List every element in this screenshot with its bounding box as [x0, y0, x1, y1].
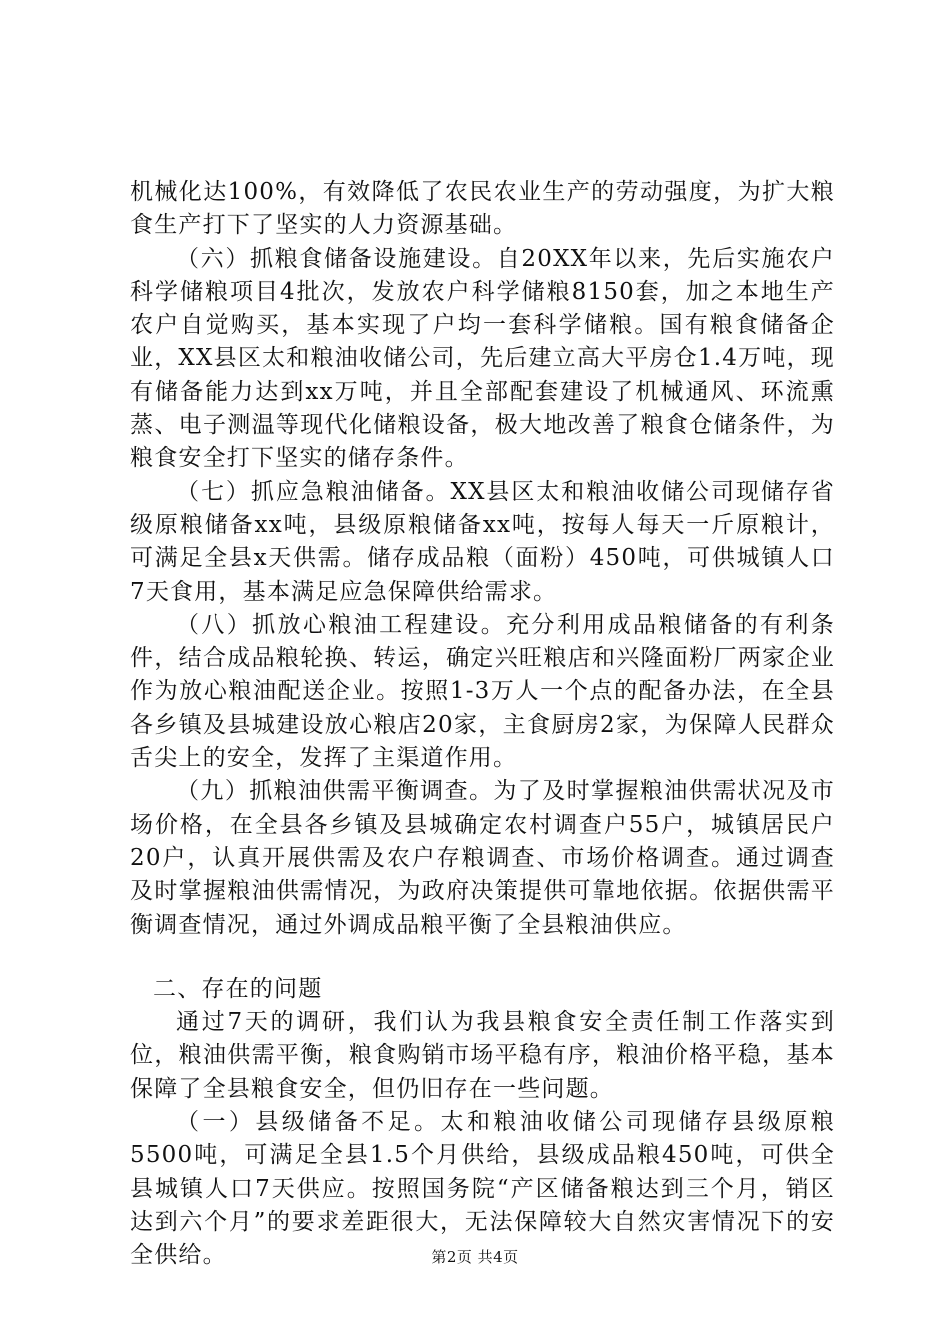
paragraph-continuation: 机械化达100%，有效降低了农民农业生产的劳动强度，为扩大粮食生产打下了坚实的人力资源基础。 [130, 179, 835, 239]
page-number-footer: 第2页 共4页 [431, 1248, 519, 1266]
document-body [130, 176, 835, 1273]
paragraph-trusted-grain-project: （八）抓放心粮油工程建设。充分利用成品粮储备的有利条件，结合成品粮轮换、转运，确定兴旺粮店和兴隆面粉厂两家企业作为放心粮油配送企业。按照1-3万人一个点的配备办法，在全县各乡镇及县城建设放心粮店20家，主食厨房2家，为保障人民群众舌尖上的安全，发挥了主渠道作用。 [130, 611, 835, 772]
paragraph-insufficient-reserve: （一）县级储备不足。太和粮油收储公司现储存县级原粮5500吨，可满足全县1.5个月供给，县级成品粮450吨，可供全县城镇人口7天供应。按照国务院“产区储备粮达到三个月，销区达到六个月”的要求差距很大，无法保障较大自然灾害情况下的安全供给。 [130, 1109, 835, 1269]
section-heading: 二、存在的问题 [153, 975, 323, 1002]
paragraph-storage-facilities: （六）抓粮食储备设施建设。自20XX年以来，先后实施农户科学储粮项目4批次，发放农户科学储粮8150套，加之本地生产农户自觉购买，基本实现了户均一套科学储粮。国有粮食储备企业，XX县区太和粮油收储公司，先后建立高大平房仓1.4万吨，现有储备能力达到xx万吨，并且全部配套建设了机械通风、环流熏蒸、电子测温等现代化储粮设备，极大地改善了粮食仓储条件，为粮食安全打下坚实的储存条件。 [130, 245, 835, 472]
paragraph-problems-intro: 通过7天的调研，我们认为我县粮食安全责任制工作落实到位，粮油供需平衡，粮食购销市场平稳有序，粮油价格平稳，基本保障了全县粮食安全，但仍旧存在一些问题。 [130, 1009, 835, 1102]
paragraph-supply-demand-survey: （九）抓粮油供需平衡调查。为了及时掌握粮油供需状况及市场价格，在全县各乡镇及县城确定农村调查户55户，城镇居民户20户，认真开展供需及农户存粮调查、市场价格调查。通过调查及时掌握粮油供需情况，为政府决策提供可靠地依据。依据供需平衡调查情况，通过外调成品粮平衡了全县粮油供应。 [130, 778, 835, 938]
paragraph-emergency-reserve: （七）抓应急粮油储备。XX县区太和粮油收储公司现储存省级原粮储备xx吨，县级原粮储备xx吨，按每人每天一斤原粮计，可满足全县x天供需。储存成品粮（面粉）450吨，可供城镇人口7天食用，基本满足应急保障供给需求。 [130, 478, 835, 605]
